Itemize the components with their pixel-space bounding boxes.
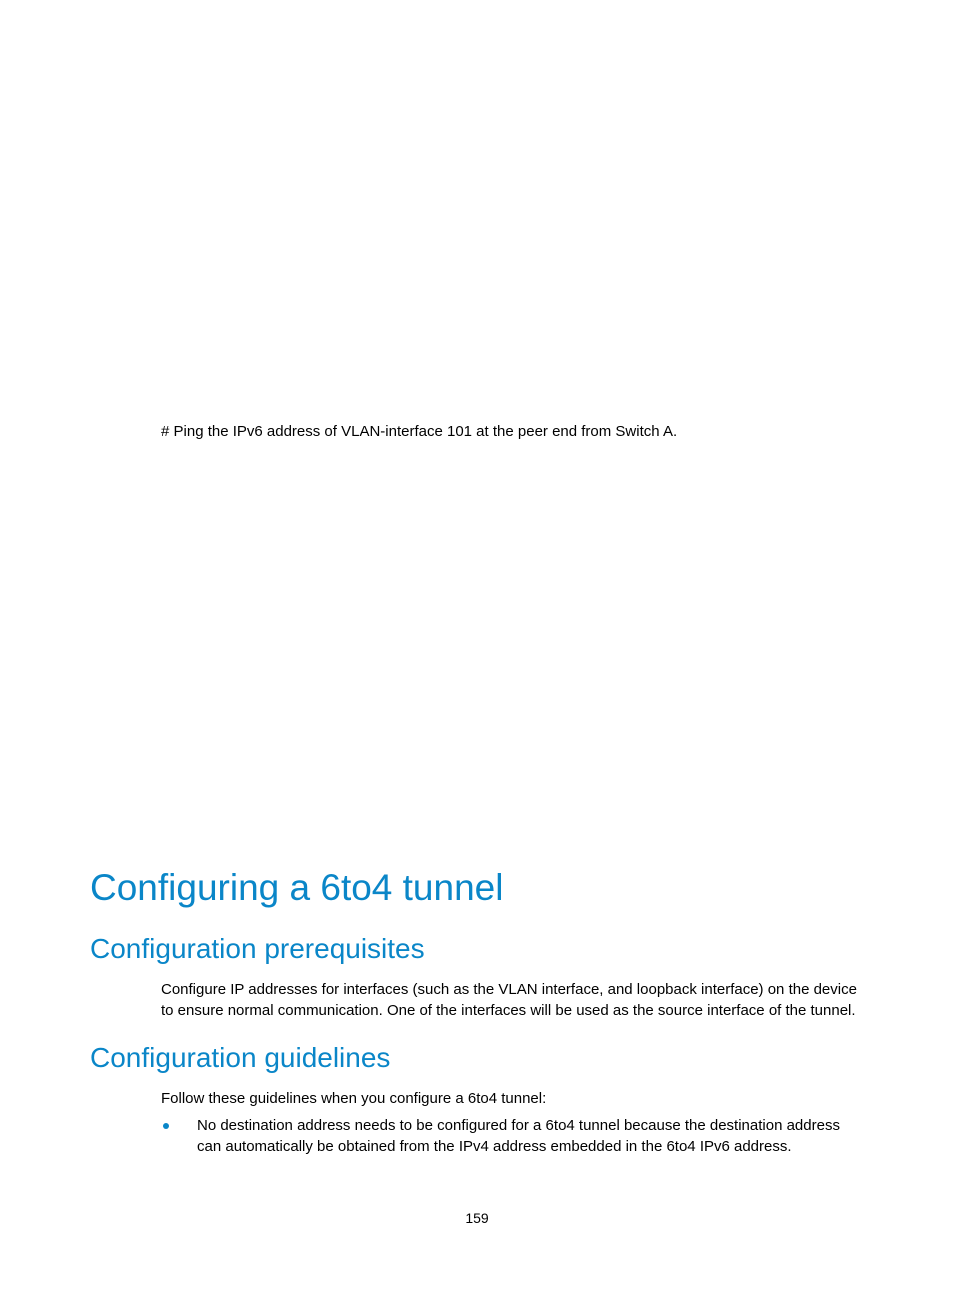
ping-instruction-text: # Ping the IPv6 address of VLAN-interface 101 at the peer end from Switch A. xyxy=(161,423,678,440)
bullet-dot-icon xyxy=(163,1123,169,1129)
prerequisites-paragraph: Configure IP addresses for interfaces (such as the VLAN interface, and loopback interface) on the device to ensure normal communication. One of the interfaces will be used as the source interface of the tunnel. xyxy=(161,981,857,1019)
guideline-list-item-text: No destination address needs to be configured for a 6to4 tunnel because the destination address can automatically be obtained from the IPv4 address embedded in the 6to4 IPv6 address. xyxy=(197,1117,840,1155)
guideline-list-item xyxy=(161,1115,867,1157)
section-heading-prerequisites: Configuration prerequisites xyxy=(90,933,425,964)
guidelines-intro-paragraph: Follow these guidelines when you configure a 6to4 tunnel: xyxy=(161,1090,547,1107)
section-heading-guidelines: Configuration guidelines xyxy=(90,1042,391,1073)
page-number: 159 xyxy=(465,1210,489,1226)
chapter-title: Configuring a 6to4 tunnel xyxy=(90,867,504,908)
